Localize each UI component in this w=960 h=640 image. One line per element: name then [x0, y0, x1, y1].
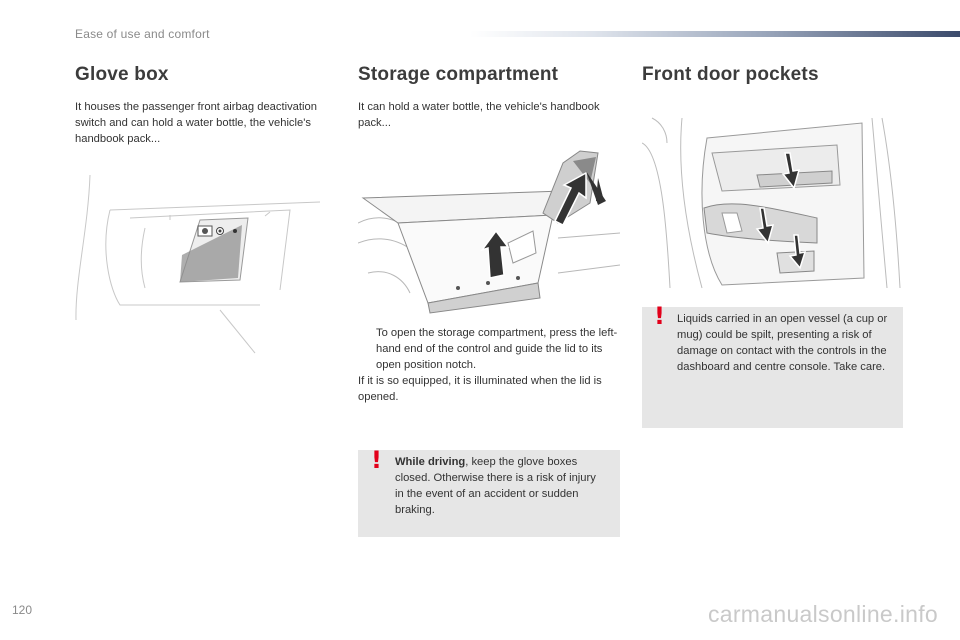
- glove-box-section: [75, 64, 340, 147]
- bullet-marker: [358, 325, 376, 373]
- glove-box-title: Glove box: [75, 64, 169, 85]
- section-header: Ease of use and comfort: [75, 27, 210, 41]
- storage-compartment-description: It can hold a water bottle, the vehicle's handbook pack...: [358, 101, 600, 129]
- storage-compartment-title: Storage compartment: [358, 64, 559, 85]
- liquids-warning-text: Liquids carried in an open vessel (a cup or mug) could be spilt, presenting a risk of damage on contact with the controls in the dashboard and centre console. Take care.: [677, 313, 888, 373]
- storage-instructions: [358, 325, 620, 405]
- storage-illumination-note: If it is so equipped, it is illuminated when the lid is opened.: [358, 375, 602, 403]
- header-gradient-bar: [470, 31, 960, 37]
- storage-bullet-text: To open the storage compartment, press the left-hand end of the control and guide the lid to its open position notch.: [376, 327, 618, 371]
- glove-box-illustration: [70, 170, 332, 355]
- glove-box-description: It houses the passenger front airbag deactivation switch and can hold a water bottle, the vehicle's handbook pack...: [75, 101, 317, 145]
- watermark: carmanualsonline.info: [707, 601, 938, 627]
- storage-compartment-section: [358, 64, 620, 131]
- warning-bold-text: While driving: [395, 456, 466, 468]
- door-pockets-title: Front door pockets: [642, 64, 819, 85]
- warning-icon: !: [371, 446, 382, 474]
- warning-icon: !: [654, 302, 665, 330]
- liquids-warning-box: [642, 302, 903, 428]
- warning-text: , keep the glove boxes closed. Otherwise there is a risk of injury in the event of an accident or sudden braking.: [395, 456, 596, 516]
- storage-bullet-item: [358, 325, 620, 373]
- storage-compartment-illustration: [358, 143, 620, 318]
- page-number: 120: [12, 603, 33, 617]
- door-pockets-section: [642, 64, 904, 99]
- door-pockets-illustration: [642, 113, 904, 291]
- driving-warning-box: [358, 446, 620, 537]
